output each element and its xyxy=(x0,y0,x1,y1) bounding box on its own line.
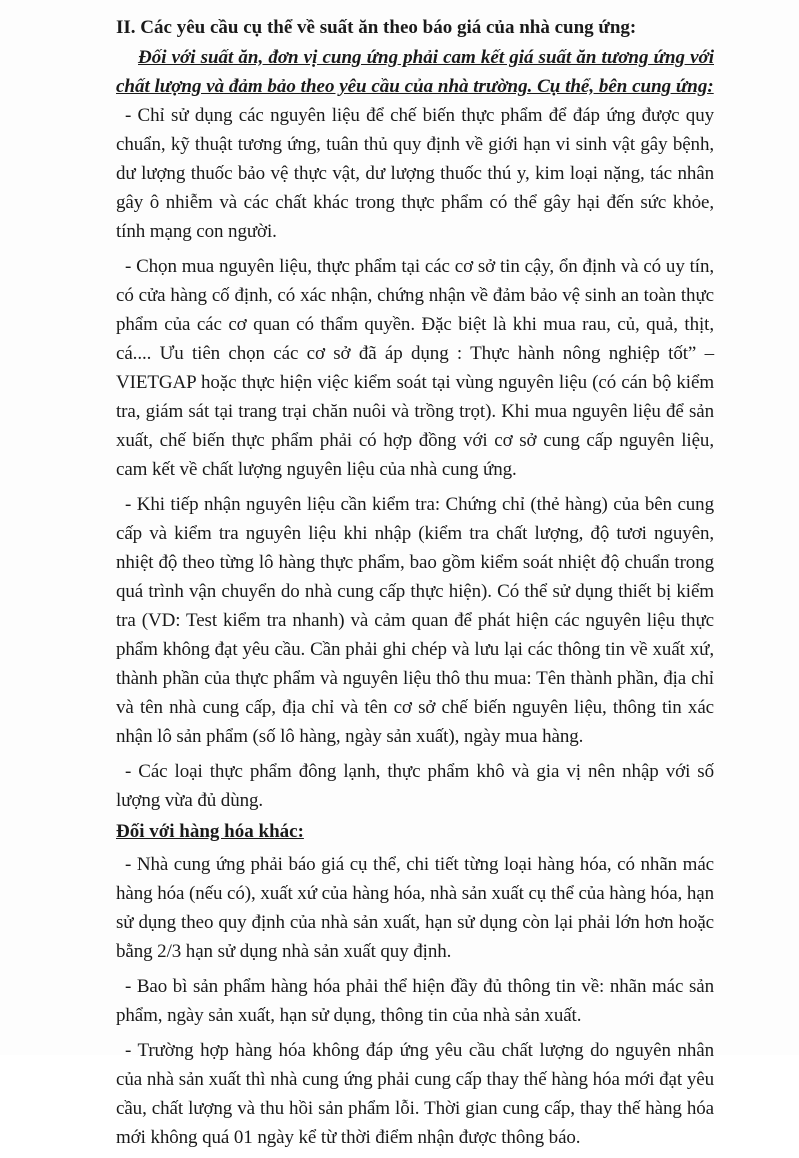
document-body xyxy=(116,13,714,1158)
meal-paragraph-4: - Các loại thực phẩm đông lạnh, thực phẩm khô và gia vị nên nhập với số lượng vừa đủ dùng. xyxy=(116,761,714,811)
goods-paragraph-2: - Bao bì sản phẩm hàng hóa phải thể hiện đầy đủ thông tin về: nhãn mác sản phẩm, ngày sản xuất, hạn sử dụng, thông tin của nhà sản xuất. xyxy=(116,976,714,1026)
meal-paragraph-3: - Khi tiếp nhận nguyên liệu cần kiểm tra: Chứng chỉ (thẻ hàng) của bên cung cấp và kiểm tra nguyên liệu khi nhập (kiểm tra chất lượng, độ tươi nguyên, nhiệt độ theo từng lô hàng thực phẩm, bao gồm kiểm soát nhiệt độ chuẩn trong quá trình vận chuyển do nhà cung cấp thực hiện). Có thể sử dụng thiết bị kiểm tra (VD: Test kiểm tra nhanh) và cảm quan để phát hiện các nguyên liệu thực phẩm không đạt yêu cầu. Cần phải ghi chép và lưu lại các thông tin về xuất xứ, thành phần của thực phẩm và nguyên liệu thô thu mua: Tên thành phần, địa chỉ và tên nhà cung cấp, địa chỉ và tên cơ sở chế biến nguyên liệu, thông tin xác nhận lô sản phẩm (số lô hàng, ngày sản xuất), ngày mua hàng. xyxy=(116,494,714,747)
meal-subheading: Đối với suất ăn, đơn vị cung ứng phải cam kết giá suất ăn tương ứng với chất lượng và đảm bảo theo yêu cầu của nhà trường. Cụ thể, bên cung ứng: xyxy=(116,47,714,97)
goods-paragraph-3: - Trường hợp hàng hóa không đáp ứng yêu cầu chất lượng do nguyên nhân của nhà sản xuất thì nhà cung ứng phải cung cấp thay thế hàng hóa mới đạt yêu cầu, chất lượng và thu hồi sản phẩm lỗi. Thời gian cung cấp, thay thế hàng hóa mới không quá 01 ngày kể từ thời điểm nhận được thông báo. xyxy=(116,1040,714,1148)
meal-paragraph-2: - Chọn mua nguyên liệu, thực phẩm tại các cơ sở tin cậy, ổn định và có uy tín, có cửa hàng cố định, có xác nhận, chứng nhận về đảm bảo vệ sinh an toàn thực phẩm của các cơ quan có thẩm quyền. Đặc biệt là khi mua rau, củ, quả, thịt, cá.... Ưu tiên chọn các cơ sở đã áp dụng : Thực hành nông nghiệp tốt” – VIETGAP hoặc thực hiện việc kiểm soát tại vùng nguyên liệu (có cán bộ kiểm tra, giám sát tại trang trại chăn nuôi và trồng trọt). Khi mua nguyên liệu để sản xuất, chế biến thực phẩm phải có hợp đồng với cơ sở cung cấp nguyên liệu, cam kết về chất lượng nguyên liệu của nhà cung ứng. xyxy=(116,256,714,480)
section-heading: II. Các yêu cầu cụ thể về suất ăn theo báo giá của nhà cung ứng: xyxy=(116,17,637,38)
goods-paragraph-1: - Nhà cung ứng phải báo giá cụ thể, chi tiết từng loại hàng hóa, có nhãn mác hàng hóa (nếu có), xuất xứ của hàng hóa, nhà sản xuất cụ thể của hàng hóa, hạn sử dụng theo quy định của nhà sản xuất, hạn sử dụng còn lại phải lớn hơn hoặc bằng 2/3 hạn sử dụng nhà sản xuất quy định. xyxy=(116,854,714,962)
meal-paragraph-1: - Chỉ sử dụng các nguyên liệu để chế biến thực phẩm để đáp ứng được quy chuẩn, kỹ thuật tương ứng, tuân thủ quy định về giới hạn vi sinh vật gây bệnh, dư lượng thuốc bảo vệ thực vật, dư lượng thuốc thú y, kim loại nặng, tác nhân gây ô nhiễm và các chất khác trong thực phẩm có thể gây hại đến sức khỏe, tính mạng con người. xyxy=(116,105,714,242)
other-goods-heading: Đối với hàng hóa khác: xyxy=(116,821,304,842)
